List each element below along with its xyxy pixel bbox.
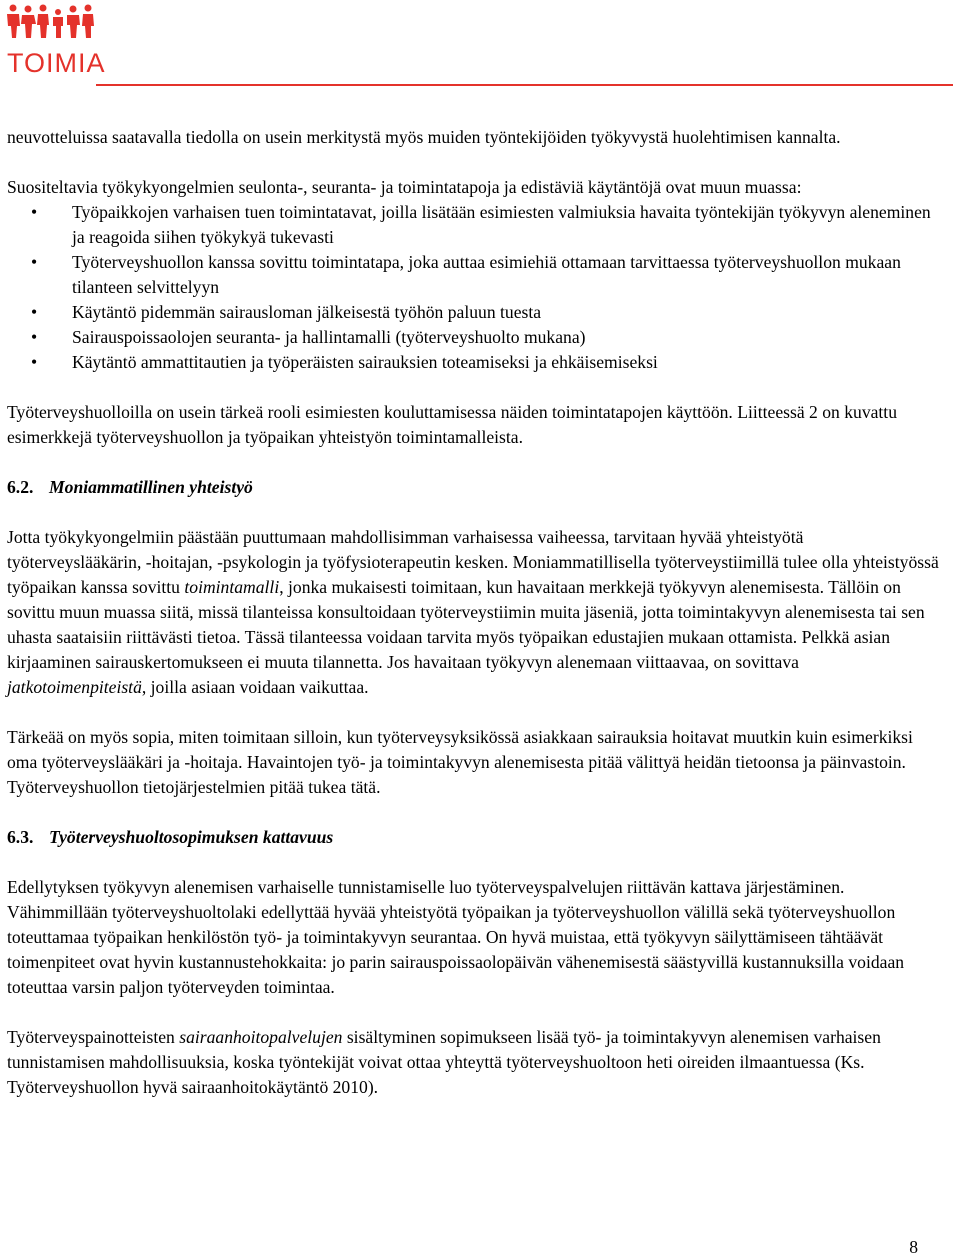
page-header xyxy=(0,0,960,92)
list-item-text: Käytäntö ammattitautien ja työperäisten sairauksien toteamiseksi ja ehkäisemiseksi xyxy=(72,352,658,372)
paragraph: Työterveyshuolloilla on usein tärkeä rooli esimiesten kouluttamisessa näiden toimintatapojen käyttöön. Liitteessä 2 on kuvattu esimerkkejä työterveyshuollon ja työpaikan yhteistyön toimintamalleista. xyxy=(7,402,897,447)
section-number: 6.3. xyxy=(7,827,34,847)
list-item-text: Työpaikkojen varhaisen tuen toimintatavat, joilla lisätään esimiesten valmiuksia havaita työntekijän työkyvyn aleneminen ja reagoida siihen työkykyä tukevasti xyxy=(72,202,931,247)
bullet-icon: • xyxy=(31,202,38,222)
text-run: sisältyminen sopimukseen lisää työ- ja toimintakyvyn alenemisen varhaisen tunnistamisen mahdollisuuksia, koska työntekijät voivat ottaa yhteyttä työterveyshuoltoon heti oireiden ilmaantuessa (Ks. Työterveyshuollon hyvä sairaanhoitokäytäntö 2010). xyxy=(7,1027,881,1097)
page-number: 8 xyxy=(909,1237,918,1257)
section-title: Moniammatillinen yhteistyö xyxy=(49,477,253,497)
emphasis-text: jatkotoimenpiteistä xyxy=(7,677,142,697)
list-item-text: Sairauspoissaolojen seuranta- ja hallintamalli (työterveyshuolto mukana) xyxy=(72,327,586,347)
bullet-list xyxy=(7,200,942,375)
text-run: , joilla asiaan voidaan vaikuttaa. xyxy=(141,677,369,697)
bullet-icon: • xyxy=(31,302,38,322)
header-divider xyxy=(96,84,953,86)
paragraph: Edellytyksen työkyvyn alenemisen varhaiselle tunnistamiselle luo työterveyspalvelujen riittävän kattava järjestäminen. Vähimmillään työterveyshuoltolaki edellyttää hyvää yhteistyötä työpaikan ja työterveyshuollon välillä sekä työterveyshuollon toteuttamaa työpaikan henkilöstön työ- ja toimintakyvyn seurantaa. On hyvä muistaa, että työkyvyn säilyttämiseen tähtäävät toimenpiteet ovat hyvin kustannustehokkaita: jo parin sairauspoissaolopäivän vähenemisestä säästyvillä kustannuksilla voidaan toteuttaa varsin paljon työterveyden toimintaa. xyxy=(7,877,905,997)
people-figures-icon xyxy=(6,4,96,38)
text-run: , jonka mukaisesti toimitaan, kun havaitaan merkkejä työkyvyn alenemisesta. Tällöin on sovittu muun muassa siitä, missä tilanteissa konsultoidaan työterveystiimin muita jäseniä, jotta toimintakyvyn alenemisesta tai sen uhasta saataisiin riittävästi tietoa. Tässä tilanteessa voidaan tarvita myös työpaikan edustajien mukaan ottamista. Pelkkä asian kirjaaminen sairauskertomukseen ei muuta tilannetta. Jos havaitaan työkyvyn alenemaan viittaavaa, on sovittava xyxy=(7,577,925,672)
text-run: Jotta työkykyongelmiin päästään puuttumaan mahdollisimman varhaisessa vaiheessa, tarvitaan hyvää yhteistyötä työterveyslääkärin, -hoitajan, -psykologin ja työfysioterapeutin kesken. Moniammatillisella työterveystiimillä tulee olla yhteistyössä työpaikan kanssa sovittu xyxy=(7,527,939,597)
list-item xyxy=(7,325,942,350)
bullet-icon: • xyxy=(31,327,38,347)
section-heading-6-2 xyxy=(7,475,942,500)
list-item xyxy=(7,300,942,325)
paragraph: neuvotteluissa saatavalla tiedolla on usein merkitystä myös muiden työntekijöiden työkyvystä huolehtimisen kannalta. xyxy=(7,127,841,147)
bullet-icon: • xyxy=(31,352,38,372)
text-run: Työterveyspainotteisten xyxy=(7,1027,180,1047)
list-item xyxy=(7,250,942,300)
logo-text: TOIMIA xyxy=(7,48,106,78)
paragraph: Tärkeää on myös sopia, miten toimitaan silloin, kun työterveysyksikössä asiakkaan sairauksia hoitavat muutkin kuin esimerkiksi oma työterveyslääkäri ja -hoitaja. Havaintojen työ- ja toimintakyvyn alenemisesta pitää välittyä heidän tietoonsa ja päinvastoin. Työterveyshuollon tietojärjestelmien pitää tukea tätä. xyxy=(7,727,913,797)
emphasis-text: sairaanhoitopalvelujen xyxy=(179,1027,343,1047)
list-item-text: Työterveyshuollon kanssa sovittu toimintatapa, joka auttaa esimiehiä ottamaan tarvittaessa työterveyshuollon mukaan tilanteen selvittelyyn xyxy=(72,252,901,297)
list-item-text: Käytäntö pidemmän sairausloman jälkeisestä työhön paluun tuesta xyxy=(72,302,542,322)
document-body xyxy=(7,125,942,1125)
paragraph xyxy=(7,1025,942,1100)
paragraph xyxy=(7,525,942,700)
section-title: Työterveyshuoltosopimuksen kattavuus xyxy=(49,827,334,847)
section-heading-6-3 xyxy=(7,825,942,850)
section-number: 6.2. xyxy=(7,477,34,497)
bullet-icon: • xyxy=(31,252,38,272)
list-item xyxy=(7,200,942,250)
paragraph: Suositeltavia työkykyongelmien seulonta-, seuranta- ja toimintatapoja ja edistäviä käytäntöjä ovat muun muassa: xyxy=(7,177,802,197)
emphasis-text: toimintamalli xyxy=(184,577,280,597)
list-item xyxy=(7,350,942,375)
